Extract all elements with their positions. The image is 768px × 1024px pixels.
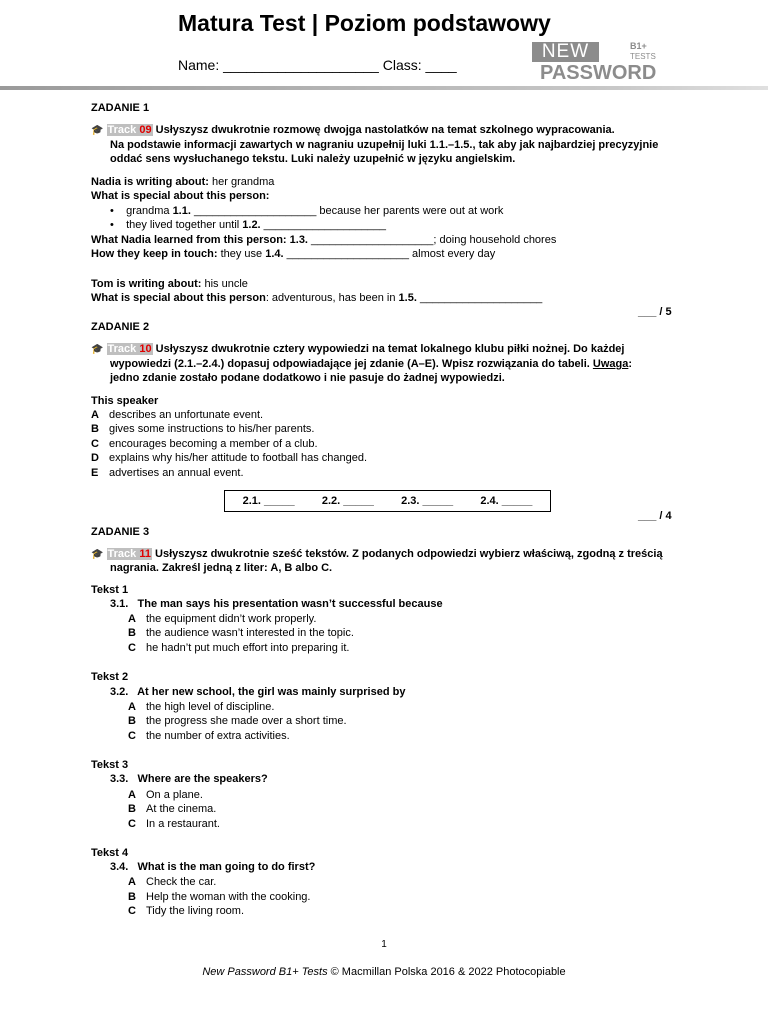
answer-cell[interactable]: 2.4. _____ (480, 495, 533, 507)
track-number: 10 (139, 343, 152, 355)
option-letter[interactable]: C (128, 642, 136, 654)
text: wypowiedzi (2.1.–2.4.) dopasuj odpowiadające jej zdanie (A–E). Wpisz rozwiązania do tabeli. (110, 358, 593, 370)
page-title: Matura Test | Poziom podstawowy (178, 10, 551, 36)
option-letter: C (91, 438, 99, 450)
track-number: 09 (139, 124, 152, 136)
option-text: gives some instructions to his/her parents. (109, 423, 315, 435)
z2-this-speaker: This speaker (91, 395, 159, 407)
class-label: Class: (382, 57, 422, 73)
z3-option[interactable] (128, 890, 310, 905)
text: they lived together until (126, 219, 243, 231)
z2-instr1: Usłyszysz dwukrotnie cztery wypowiedzi na temat lokalnego klubu piłki nożnej. Do każdej (152, 343, 625, 355)
option-letter[interactable]: A (128, 789, 136, 801)
option-letter: D (91, 452, 99, 464)
option-letter[interactable]: C (128, 818, 136, 830)
option-letter: A (91, 409, 99, 421)
z3-question: 3.1. The man says his presentation wasn’t successful because (110, 598, 443, 610)
track-word: Track (107, 343, 137, 355)
z2-instruction-line1 (91, 342, 624, 358)
label: What is special about this person (91, 292, 266, 304)
z1-line-tom-special (91, 291, 542, 306)
credit-title: New Password B1+ Tests (202, 966, 328, 978)
answer-cell[interactable]: 2.1. _____ (242, 495, 295, 507)
option-text: Help the woman with the cooking. (146, 891, 311, 903)
z1-score: ___ / 5 (638, 306, 672, 318)
label: Tom is writing about: (91, 278, 202, 290)
option-text: Check the car. (146, 876, 217, 888)
z3-option[interactable] (128, 626, 354, 641)
z3-option[interactable] (128, 788, 203, 803)
z2-heading: ZADANIE 2 (91, 321, 150, 333)
z3-option[interactable] (128, 714, 347, 729)
name-class-line (178, 57, 457, 73)
answer-cell[interactable]: 2.3. _____ (401, 495, 454, 507)
z2-answer-table (224, 490, 551, 512)
header-divider (0, 86, 768, 90)
option-letter: B (91, 423, 99, 435)
z3-instruction-line2: nagrania. Zakreśl jedną z liter: A, B albo C. (110, 562, 333, 574)
option-letter[interactable]: B (128, 891, 136, 903)
z1-line-nadia (91, 175, 274, 190)
z2-track-label (107, 343, 153, 355)
z1-instruction-line1 (91, 123, 615, 139)
option-text: he hadn’t put much effort into preparing it. (146, 642, 350, 654)
z1-instruction-line2: Na podstawie informacji zawartych w nagraniu uzupełnij luki 1.1.–1.5., tak aby jak najbardziej precyzyjnie (110, 139, 659, 151)
gap-number: 1.2. (242, 219, 261, 231)
class-blank: ____ (425, 57, 457, 73)
z1-bullet-1: • grandma 1.1. ____________________ because her parents were out at work (110, 205, 504, 217)
option-text: the audience wasn’t interested in the topic. (146, 627, 354, 639)
option-text: encourages becoming a member of a club. (109, 438, 318, 450)
gap-number: 1.1. (172, 205, 191, 217)
z2-option (91, 422, 314, 437)
label: Nadia is writing about: (91, 176, 209, 188)
z3-text-label: Tekst 4 (91, 847, 129, 859)
z1-instr1: Usłyszysz dwukrotnie rozmowę dwojga nastolatków na temat szkolnego wypracowania. (152, 124, 615, 136)
z3-option[interactable] (128, 817, 220, 832)
z2-option (91, 437, 318, 452)
option-letter[interactable]: A (128, 701, 136, 713)
option-letter[interactable]: B (128, 627, 136, 639)
value: his uncle (201, 278, 248, 290)
z3-option[interactable] (128, 729, 290, 744)
answer-cell[interactable]: 2.2. _____ (321, 495, 374, 507)
option-text: describes an unfortunate event. (109, 409, 264, 421)
option-text: the equipment didn’t work properly. (146, 613, 317, 625)
credit-rest: © Macmillan Polska 2016 & 2022 Photocopiable (327, 966, 566, 978)
option-text: advertises an annual event. (109, 467, 244, 479)
z1-line-tom (91, 277, 248, 292)
value-rest: ____________________ almost every day (283, 248, 496, 260)
gap-number: 1.5. (398, 292, 417, 304)
value: her grandma (208, 176, 275, 188)
z3-instr1: Usłyszysz dwukrotnie sześć tekstów. Z podanych odpowiedzi wybierz właściwą, zgodną z treścią (151, 548, 663, 560)
graduation-cap-icon: 🎓 (91, 344, 104, 355)
z1-track-label (107, 124, 153, 136)
z3-text-label: Tekst 3 (91, 759, 129, 771)
option-text: explains why his/her attitude to football has changed. (109, 452, 368, 464)
z3-question: 3.2. At her new school, the girl was mainly surprised by (110, 686, 406, 698)
z3-heading: ZADANIE 3 (91, 526, 150, 538)
option-letter[interactable]: B (128, 715, 136, 727)
z2-option (91, 451, 367, 466)
text: grandma (126, 205, 173, 217)
z1-bullet-2: • they lived together until 1.2. ____________________ (110, 219, 387, 231)
z3-option[interactable] (128, 641, 349, 656)
value: : adventurous, has been in (265, 292, 399, 304)
z3-option[interactable] (128, 904, 244, 919)
z3-track-label (107, 548, 152, 560)
z1-instruction-line3: oddać sens wysłuchanego tekstu. Luki należy uzupełnić w języku angielskim. (110, 153, 516, 165)
track-number: 11 (139, 548, 151, 560)
value: they use (217, 248, 266, 260)
colon: : (628, 358, 633, 370)
graduation-cap-icon: 🎓 (91, 549, 104, 560)
option-text: On a plane. (146, 789, 203, 801)
z3-option[interactable] (128, 875, 216, 890)
logo-tests: TESTS (630, 52, 656, 61)
logo-new: NEW (532, 42, 599, 62)
name-blank: ____________________ (223, 57, 379, 73)
z3-text-label: Tekst 2 (91, 671, 129, 683)
option-letter[interactable]: C (128, 905, 136, 917)
z3-question: 3.3. Where are the speakers? (110, 773, 268, 785)
value: ____________________; doing household chores (308, 234, 557, 246)
option-text: Tidy the living room. (146, 905, 245, 917)
z3-option[interactable] (128, 802, 216, 817)
name-label: Name: (178, 57, 220, 73)
label: How they keep in touch: (91, 248, 218, 260)
z3-text-label: Tekst 1 (91, 584, 129, 596)
logo-password: PASSWORD (540, 62, 657, 84)
option-letter[interactable]: B (128, 803, 136, 815)
uwaga-word: Uwaga (592, 358, 629, 370)
option-letter[interactable]: A (128, 876, 136, 888)
graduation-cap-icon: 🎓 (91, 125, 104, 136)
option-text: the number of extra activities. (146, 730, 290, 742)
gap-number: 1.4. (265, 248, 284, 260)
z1-line-touch (91, 247, 495, 262)
value-rest: ____________________ (416, 292, 543, 304)
z2-score: ___ / 4 (638, 510, 672, 522)
z2-option (91, 408, 263, 423)
z1-line-learned (91, 233, 556, 248)
z1-line-special: What is special about this person: (91, 190, 270, 202)
text-rest: ____________________ (260, 219, 387, 231)
z3-question: 3.4. What is the man going to do first? (110, 861, 316, 873)
label: What Nadia learned from this person: 1.3. (91, 234, 308, 246)
z1-heading: ZADANIE 1 (91, 102, 150, 114)
z2-option (91, 466, 244, 481)
option-text: In a restaurant. (146, 818, 220, 830)
z3-option[interactable] (128, 612, 316, 627)
z3-option[interactable] (128, 700, 274, 715)
footer-credit (0, 966, 768, 978)
option-text: the high level of discipline. (146, 701, 275, 713)
logo-b1: B1+ (630, 41, 647, 51)
option-text: At the cinema. (146, 803, 217, 815)
track-word: Track (107, 124, 137, 136)
text-rest: ____________________ because her parents were out at work (190, 205, 504, 217)
option-text: the progress she made over a short time. (146, 715, 347, 727)
page-number: 1 (381, 939, 387, 950)
option-letter[interactable]: A (128, 613, 136, 625)
z2-instruction-line2 (110, 357, 632, 372)
z2-instruction-line3: jedno zdanie zostało podane dodatkowo i nie pasuje do żadnej wypowiedzi. (110, 372, 505, 384)
track-word: Track (107, 548, 137, 560)
option-letter: E (91, 467, 99, 479)
option-letter[interactable]: C (128, 730, 136, 742)
